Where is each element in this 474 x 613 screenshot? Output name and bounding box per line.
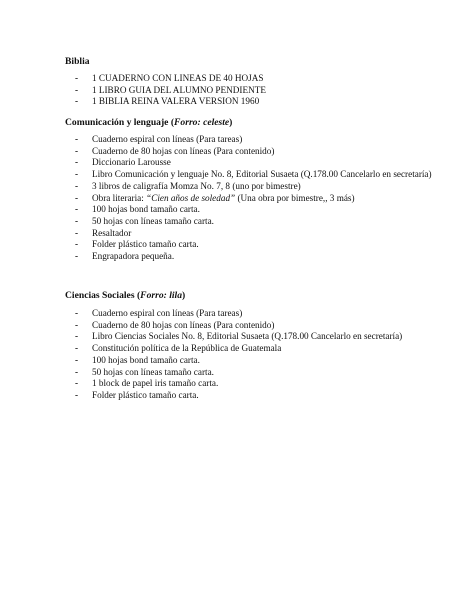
forro-label: Forro: celeste [174,117,230,128]
biblia-list [75,73,445,108]
comunicacion-list [75,134,445,263]
forro-close-paren: ) [229,117,233,128]
list-item: - Folder plástico tamaño carta. [75,390,445,402]
list-item: - 1 CUADERNO CON LINEAS DE 40 HOJAS [75,73,445,85]
section-title-ciencias-sociales [65,290,185,302]
forro-label: Forro: lila [140,290,183,301]
list-item-obra-literaria [75,193,445,205]
section-title-text: Ciencias Sociales [65,290,135,301]
obra-prefix: Obra literaria: [92,192,147,203]
list-item: - Libro Comunicación y lenguaje No. 8, Editorial Susaeta (Q.178.00 Cancelarlo en secretaría) [75,169,445,181]
forro-close-paren: ) [182,290,186,301]
list-item: - 3 libros de caligrafía Momza No. 7, 8 (uno por bimestre) [75,181,445,193]
list-item: - Resaltador [75,228,445,240]
list-item: - 1 LIBRO GUIA DEL ALUMNO PENDIENTE [75,85,445,97]
forro-open-paren: ( [170,117,175,128]
section-title-text: Comunicación y lenguaje [65,117,169,128]
list-item: - Cuaderno espiral con líneas (Para tareas) [75,134,445,146]
list-item: - Libro Ciencias Sociales No. 8, Editorial Susaeta (Q.178.00 Cancelarlo en secretaría) [75,331,445,343]
section-title-comunicacion [65,117,232,129]
list-item: - Diccionario Larousse [75,157,445,169]
list-item: - Folder plástico tamaño carta. [75,239,445,251]
section-title-text: Biblia [65,56,90,67]
list-item: - Cuaderno de 80 hojas con líneas (Para contenido) [75,320,445,332]
obra-suffix: (Una obra por bimestre,, 3 más) [235,192,355,203]
section-title-biblia [65,56,90,68]
list-item: - 100 hojas bond tamaño carta. [75,204,445,216]
list-item: - 1 BIBLIA REINA VALERA VERSION 1960 [75,96,445,108]
obra-title: “Cien años de soledad” [146,192,236,203]
list-item: - 100 hojas bond tamaño carta. [75,355,445,367]
list-item: - 50 hojas con líneas tamaño carta. [75,367,445,379]
ciencias-sociales-list [75,308,445,402]
list-item: - Constitución política de la República de Guatemala [75,343,445,355]
list-item: - 50 hojas con líneas tamaño carta. [75,216,445,228]
forro-open-paren: ( [136,290,141,301]
list-item: - Cuaderno de 80 hojas con líneas (Para contenido) [75,146,445,158]
list-item: - 1 block de papel iris tamaño carta. [75,378,445,390]
list-item: - Cuaderno espiral con líneas (Para tareas) [75,308,445,320]
list-item: - Engrapadora pequeña. [75,251,445,263]
